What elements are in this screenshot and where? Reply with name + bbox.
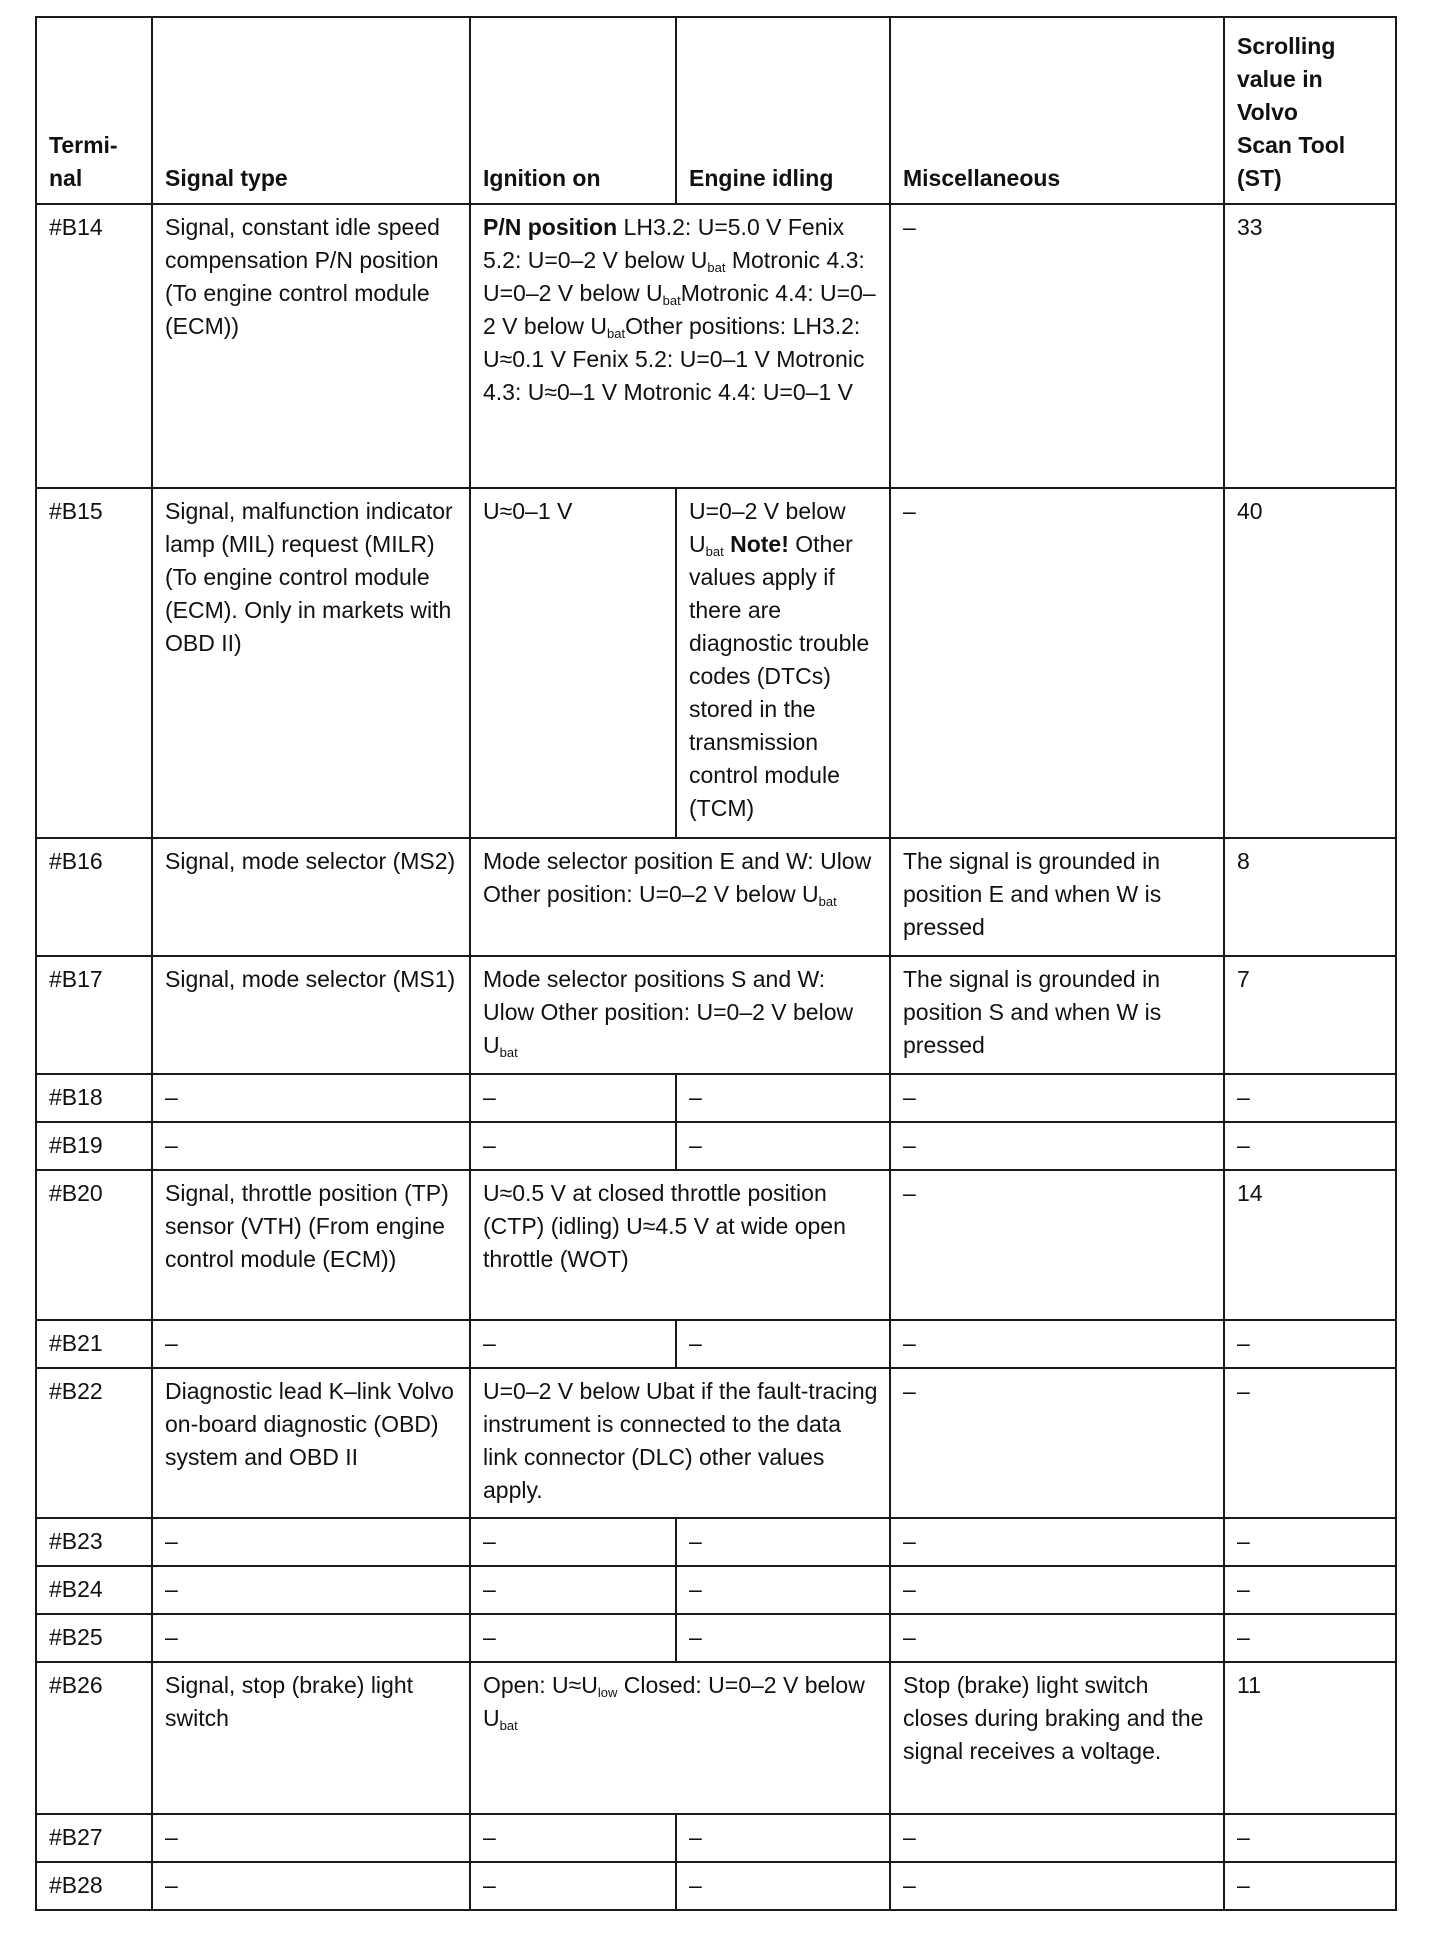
scan-tool-value-cell: 14: [1224, 1170, 1396, 1320]
cell-text-run: U≈0.5 V at closed throttle position (CTP) (idling) U≈4.5 V at wide open throttle (WOT): [483, 1180, 846, 1272]
table-row: [36, 1074, 1396, 1122]
cell-text-run: Open: U≈U: [483, 1672, 598, 1698]
subscript-text: bat: [607, 326, 626, 341]
table-row: [36, 1122, 1396, 1170]
terminal-cell: #B23: [36, 1518, 152, 1566]
table-row: [36, 1320, 1396, 1368]
signal-type-cell: –: [152, 1122, 470, 1170]
miscellaneous-cell: Stop (brake) light switch closes during braking and the signal receives a voltage.: [890, 1662, 1224, 1814]
cell-text-run: U=0–2 V below Ubat if the fault-tracing instrument is connected to the data link connector (DLC) other values apply.: [483, 1378, 878, 1503]
miscellaneous-cell: –: [890, 488, 1224, 838]
scan-tool-value-cell: –: [1224, 1518, 1396, 1566]
signal-type-cell: Signal, constant idle speed compensation P/N position (To engine control module (ECM)): [152, 204, 470, 488]
ignition-on-cell: –: [470, 1518, 676, 1566]
subscript-text: bat: [499, 1718, 518, 1733]
cell-text-run: P/N position: [483, 214, 618, 240]
subscript-text: low: [597, 1685, 618, 1700]
header-terminal: Termi- nal: [36, 17, 152, 204]
scan-tool-value-cell: –: [1224, 1614, 1396, 1662]
engine-idling-cell: –: [676, 1320, 890, 1368]
terminal-cell: #B22: [36, 1368, 152, 1518]
miscellaneous-cell: –: [890, 1614, 1224, 1662]
engine-idling-cell: –: [676, 1614, 890, 1662]
table-row: [36, 1662, 1396, 1814]
signal-specification-table: [35, 16, 1397, 1911]
engine-idling-cell: –: [676, 1814, 890, 1862]
cell-text-run: Mode selector position E and W: Ulow Other position: U=0–2 V below U: [483, 848, 872, 907]
signal-type-cell: –: [152, 1320, 470, 1368]
scan-tool-value-cell: 33: [1224, 204, 1396, 488]
scan-tool-value-cell: –: [1224, 1566, 1396, 1614]
header-signal-type: Signal type: [152, 17, 470, 204]
ignition-and-idling-cell: [470, 956, 890, 1074]
table-row: [36, 1566, 1396, 1614]
ignition-and-idling-cell: [470, 1170, 890, 1320]
table-row: [36, 1862, 1396, 1910]
scan-tool-value-cell: 8: [1224, 838, 1396, 956]
scan-tool-value-cell: –: [1224, 1814, 1396, 1862]
subscript-text: bat: [705, 544, 724, 559]
miscellaneous-cell: –: [890, 204, 1224, 488]
cell-text-run: Note!: [723, 531, 789, 557]
miscellaneous-cell: –: [890, 1320, 1224, 1368]
cell-text-run: Motronic 4.3: U=0–2 V below U: [483, 247, 865, 306]
miscellaneous-cell: –: [890, 1566, 1224, 1614]
table-body: [36, 204, 1396, 1910]
subscript-text: bat: [499, 1045, 518, 1060]
cell-text-run: LH3.2: U=5.0 V Fenix 5.2: U=0–2 V below U: [483, 214, 845, 273]
signal-type-cell: Signal, mode selector (MS2): [152, 838, 470, 956]
ignition-on-cell: –: [470, 1074, 676, 1122]
scan-tool-value-cell: 40: [1224, 488, 1396, 838]
cell-text-run: Other values apply if there are diagnostic trouble codes (DTCs) stored in the transmission control module (TCM): [689, 531, 870, 821]
ignition-and-idling-cell: [470, 1368, 890, 1518]
table-row: [36, 838, 1396, 956]
signal-type-cell: Signal, throttle position (TP) sensor (VTH) (From engine control module (ECM)): [152, 1170, 470, 1320]
signal-type-cell: Signal, mode selector (MS1): [152, 956, 470, 1074]
signal-type-cell: Diagnostic lead K–link Volvo on-board diagnostic (OBD) system and OBD II: [152, 1368, 470, 1518]
header-ignition-on: Ignition on: [470, 17, 676, 204]
miscellaneous-cell: –: [890, 1862, 1224, 1910]
scan-tool-value-cell: –: [1224, 1862, 1396, 1910]
terminal-cell: #B27: [36, 1814, 152, 1862]
ignition-and-idling-cell: [470, 1662, 890, 1814]
cell-text-run: U=0–2 V below U: [689, 498, 846, 557]
ignition-on-cell: –: [470, 1566, 676, 1614]
terminal-cell: #B19: [36, 1122, 152, 1170]
miscellaneous-cell: The signal is grounded in position S and when W is pressed: [890, 956, 1224, 1074]
ignition-on-cell: –: [470, 1614, 676, 1662]
ignition-on-cell: –: [470, 1122, 676, 1170]
miscellaneous-cell: –: [890, 1518, 1224, 1566]
header-scan-tool-value: Scrolling value in Volvo Scan Tool (ST): [1224, 17, 1396, 204]
miscellaneous-cell: –: [890, 1170, 1224, 1320]
table-row: [36, 204, 1396, 488]
miscellaneous-cell: –: [890, 1074, 1224, 1122]
scan-tool-value-cell: –: [1224, 1320, 1396, 1368]
miscellaneous-cell: –: [890, 1814, 1224, 1862]
table-row: [36, 1368, 1396, 1518]
table-row: [36, 488, 1396, 838]
terminal-cell: #B26: [36, 1662, 152, 1814]
ignition-and-idling-cell: [470, 204, 890, 488]
subscript-text: bat: [707, 260, 726, 275]
signal-type-cell: –: [152, 1614, 470, 1662]
header-row: [36, 17, 1396, 204]
miscellaneous-cell: –: [890, 1122, 1224, 1170]
ignition-on-cell: –: [470, 1320, 676, 1368]
scan-tool-value-cell: –: [1224, 1074, 1396, 1122]
terminal-cell: #B18: [36, 1074, 152, 1122]
terminal-cell: #B25: [36, 1614, 152, 1662]
table-row: [36, 1814, 1396, 1862]
scan-tool-value-cell: –: [1224, 1368, 1396, 1518]
ignition-on-cell: U≈0–1 V: [470, 488, 676, 838]
terminal-cell: #B16: [36, 838, 152, 956]
scan-tool-value-cell: 11: [1224, 1662, 1396, 1814]
cell-text-run: Other positions: LH3.2: U≈0.1 V Fenix 5.2: U=0–1 V Motronic 4.3: U≈0–1 V Motronic 4.4: U=0–1 V: [483, 313, 865, 405]
terminal-cell: #B17: [36, 956, 152, 1074]
ignition-on-cell: –: [470, 1862, 676, 1910]
terminal-cell: #B14: [36, 204, 152, 488]
header-engine-idling: Engine idling: [676, 17, 890, 204]
signal-type-cell: Signal, stop (brake) light switch: [152, 1662, 470, 1814]
table-row: [36, 1518, 1396, 1566]
engine-idling-cell: [676, 488, 890, 838]
cell-text-run: Motronic 4.4: U=0–2 V below U: [483, 280, 876, 339]
signal-type-cell: Signal, malfunction indicator lamp (MIL) request (MILR) (To engine control module (ECM). Only in markets with OBD II): [152, 488, 470, 838]
signal-type-cell: –: [152, 1074, 470, 1122]
terminal-cell: #B21: [36, 1320, 152, 1368]
cell-text-run: Closed: U=0–2 V below U: [483, 1672, 865, 1731]
table-row: [36, 1170, 1396, 1320]
cell-text-run: Mode selector positions S and W: Ulow Other position: U=0–2 V below U: [483, 966, 854, 1058]
engine-idling-cell: –: [676, 1566, 890, 1614]
ignition-and-idling-cell: [470, 838, 890, 956]
engine-idling-cell: –: [676, 1518, 890, 1566]
scan-tool-value-cell: 7: [1224, 956, 1396, 1074]
subscript-text: bat: [818, 894, 837, 909]
header-miscellaneous: Miscellaneous: [890, 17, 1224, 204]
signal-type-cell: –: [152, 1518, 470, 1566]
terminal-cell: #B15: [36, 488, 152, 838]
engine-idling-cell: –: [676, 1074, 890, 1122]
signal-type-cell: –: [152, 1814, 470, 1862]
terminal-cell: #B20: [36, 1170, 152, 1320]
signal-type-cell: –: [152, 1566, 470, 1614]
terminal-cell: #B24: [36, 1566, 152, 1614]
ignition-on-cell: –: [470, 1814, 676, 1862]
subscript-text: bat: [662, 293, 681, 308]
miscellaneous-cell: The signal is grounded in position E and when W is pressed: [890, 838, 1224, 956]
engine-idling-cell: –: [676, 1122, 890, 1170]
engine-idling-cell: –: [676, 1862, 890, 1910]
terminal-cell: #B28: [36, 1862, 152, 1910]
scan-tool-value-cell: –: [1224, 1122, 1396, 1170]
table-row: [36, 956, 1396, 1074]
signal-type-cell: –: [152, 1862, 470, 1910]
table-row: [36, 1614, 1396, 1662]
miscellaneous-cell: –: [890, 1368, 1224, 1518]
